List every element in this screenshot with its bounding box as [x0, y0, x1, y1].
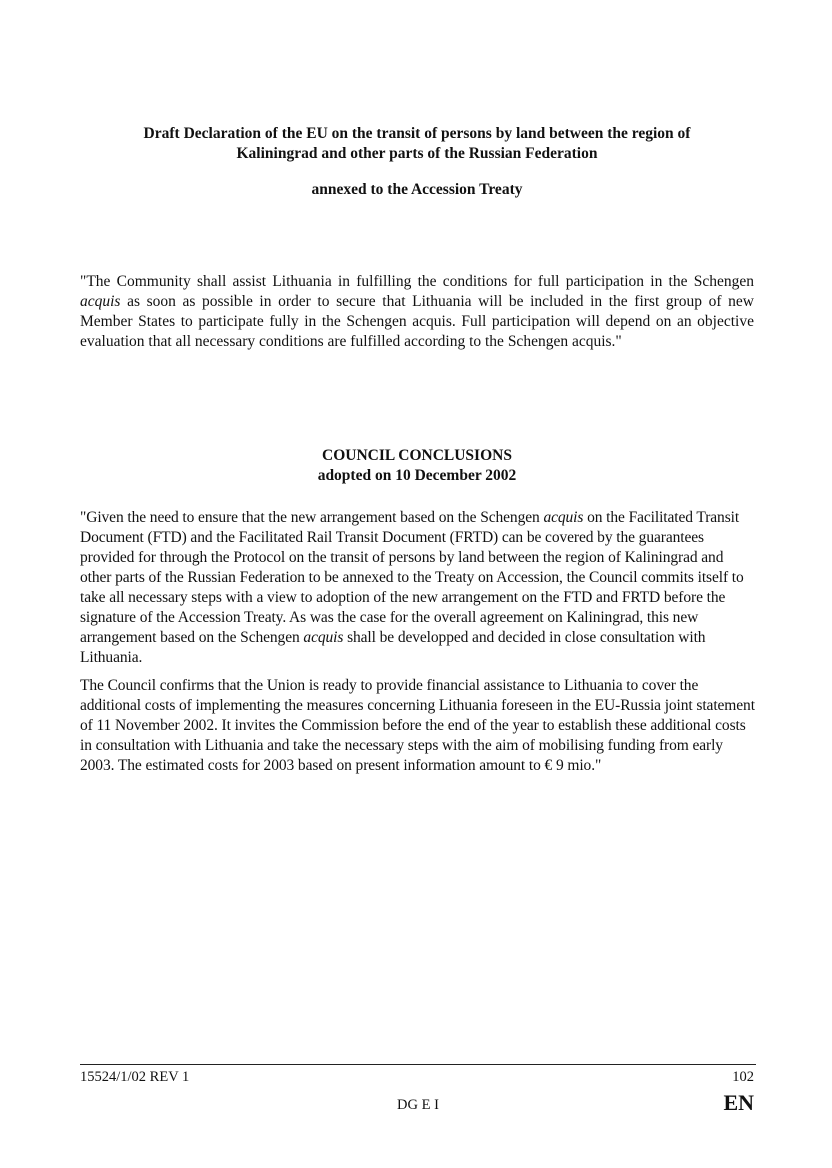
conclusions-paragraph-2: The Council confirms that the Union is ready to provide financial assistance to Lithuania to cover the additional costs of implementing the measures concerning Lithuania foreseen in the EU-Russia joint statement of 11 November 2002. It invites the Commission before the end of the year to establish these additional costs in consultation with Lithuania and take the necessary steps with the aim of mobilising funding from early 2003. The estimated costs for 2003 based on present information amount to € 9 mio." — [80, 677, 755, 774]
declaration-title-line2: Kaliningrad and other parts of the Russian Federation — [236, 145, 598, 162]
footer-directorate: DG E I — [397, 1097, 439, 1113]
footer-divider — [80, 1064, 756, 1065]
footer-document-reference: 15524/1/02 REV 1 — [80, 1069, 190, 1085]
quote-text-1: "The Community shall assist Lithuania in fulfilling the conditions for full participation in the Schengen — [80, 273, 754, 290]
declaration-title — [80, 124, 754, 164]
declaration-subtitle: annexed to the Accession Treaty — [311, 181, 523, 198]
declaration-title-line1: Draft Declaration of the EU on the transit of persons by land between the region of — [143, 125, 691, 142]
footer-language-code: EN — [723, 1090, 754, 1115]
p1-text-1: "Given the need to ensure that the new arrangement based on the Schengen — [80, 509, 544, 526]
quote-text-2: as soon as possible in order to secure that Lithuania will be included in the first group of new Member States to participate fully in the Schengen acquis. Full participation will depend on an objective evaluation that all necessary conditions are fulfilled according to the Schengen acquis." — [80, 293, 754, 350]
p1-italic-acquis-2: acquis — [303, 629, 344, 646]
footer-page-number: 102 — [732, 1069, 754, 1085]
declaration-quote — [80, 272, 754, 352]
conclusions-paragraph-1 — [80, 508, 756, 668]
quote-italic-acquis: acquis — [80, 293, 121, 310]
council-conclusions-date: adopted on 10 December 2002 — [317, 467, 517, 484]
council-conclusions-heading — [80, 446, 754, 486]
council-conclusions-title: COUNCIL CONCLUSIONS — [322, 447, 512, 464]
p1-italic-acquis-1: acquis — [543, 509, 584, 526]
p1-text-3: shall be developped and decided in close consultation with Lithuania. — [80, 629, 706, 666]
p1-text-2: on the Facilitated Transit Document (FTD) and the Facilitated Rail Transit Document (FRTD) can be covered by the guarantees provided for through the Protocol on the transit of persons by land between the region of Kaliningrad and other parts of the Russian Federation to be annexed to the Treaty on Accession, the Council commits itself to take all necessary steps with a view to adoption of the new arrangement on the FTD and FRTD before the signature of the Accession Treaty. As was the case for the overall agreement on Kaliningrad, this new arrangement based on the Schengen — [80, 509, 744, 646]
